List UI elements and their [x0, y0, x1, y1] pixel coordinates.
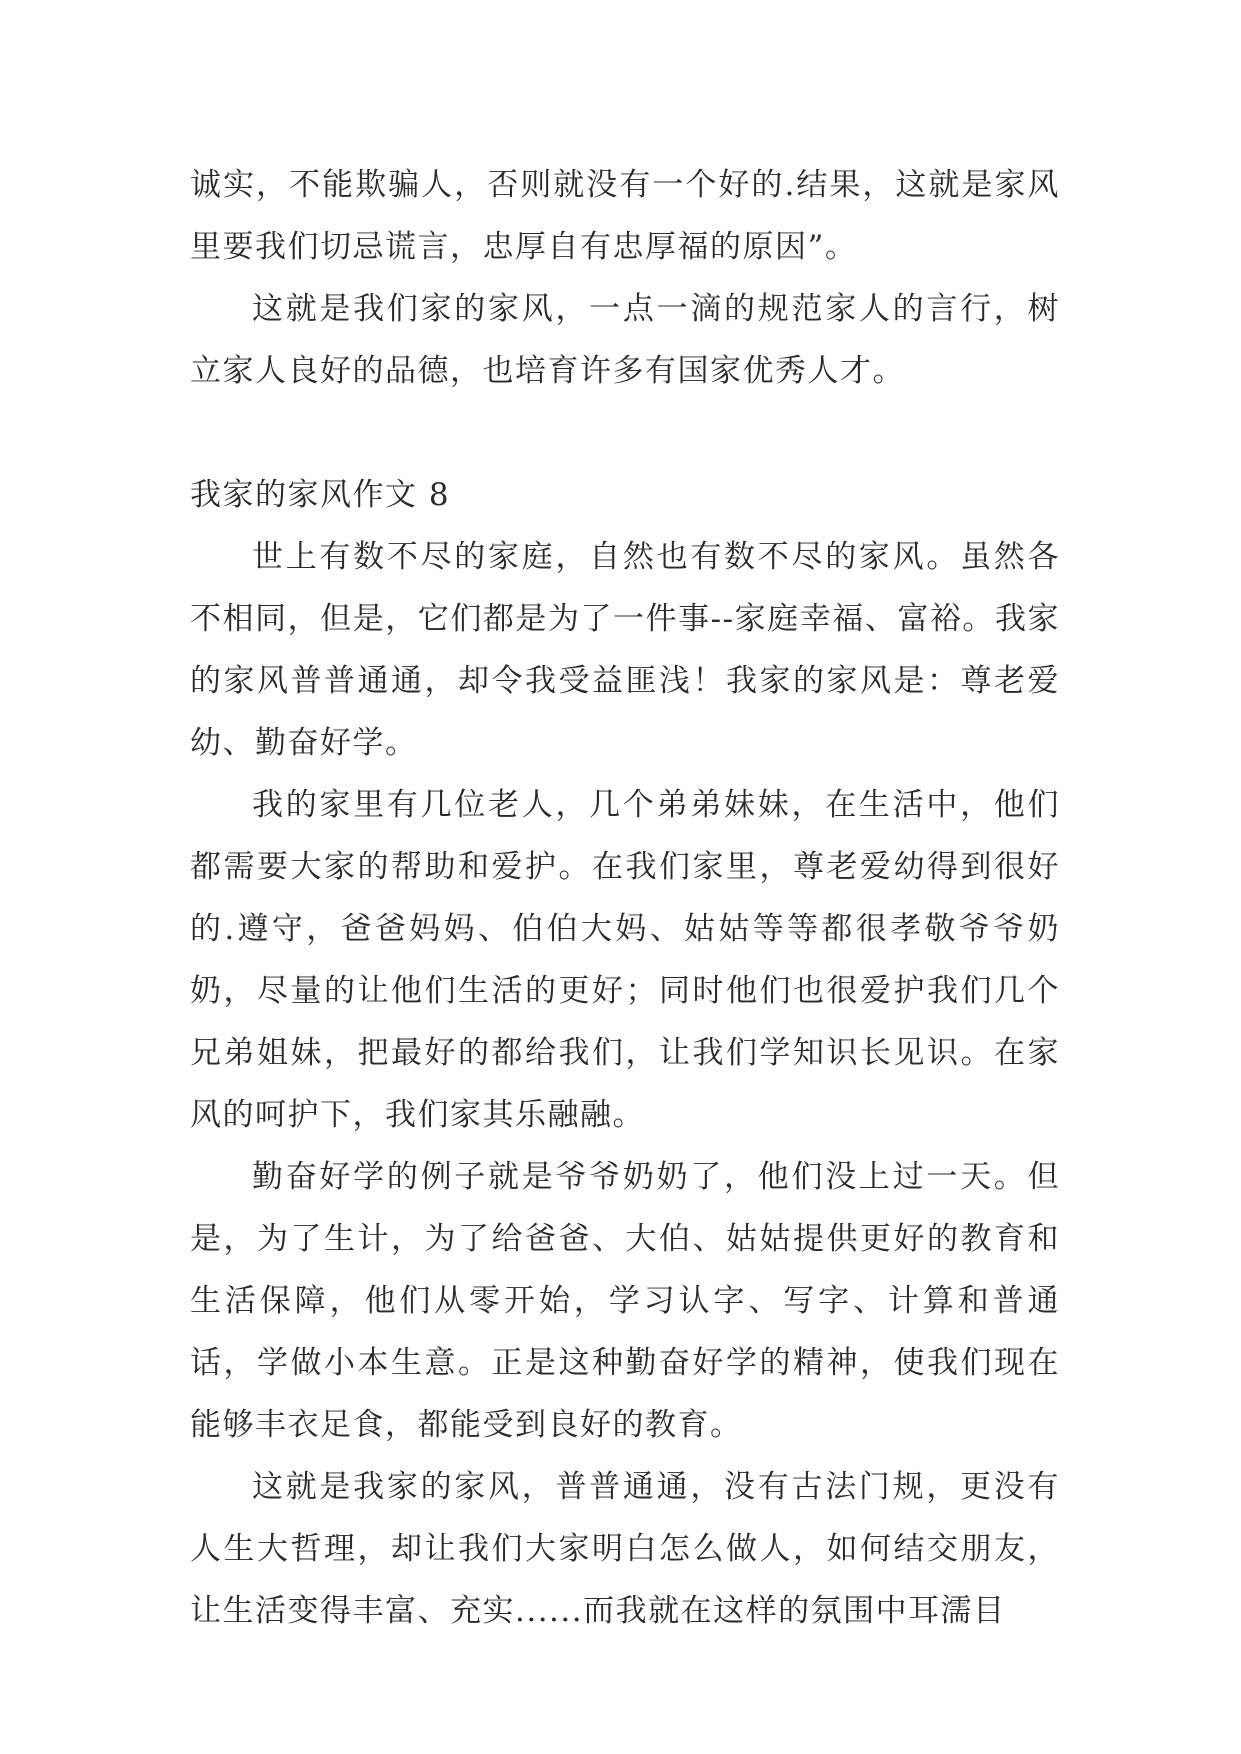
section-paragraph-3: 勤奋好学的例子就是爷爷奶奶了，他们没上过一天。但是，为了生计，为了给爸爸、大伯、姑姑提供更好的教育和生活保障，他们从零开始，学习认字、写字、计算和普通话，学做小本生意。正是这种勤奋好学的精神，使我们现在能够丰衣足食，都能受到良好的教育。 [190, 1159, 1060, 1443]
intro-paragraph-closing: 这就是我们家的家风，一点一滴的规范家人的言行，树立家人良好的品德，也培育许多有国家优秀人才。 [190, 291, 1060, 389]
section-paragraph-1: 世上有数不尽的家庭，自然也有数不尽的家风。虽然各不相同，但是，它们都是为了一件事--家庭幸福、富裕。我家的家风普普通通，却令我受益匪浅！我家的家风是：尊老爱幼、勤奋好学。 [190, 539, 1060, 761]
intro-paragraph-continued: 诚实，不能欺骗人，否则就没有一个好的.结果，这就是家风里要我们切忌谎言，忠厚自有忠厚福的原因”。 [190, 167, 1060, 265]
section-paragraph-2: 我的家里有几位老人，几个弟弟妹妹，在生活中，他们都需要大家的帮助和爱护。在我们家里，尊老爱幼得到很好的.遵守，爸爸妈妈、伯伯大妈、姑姑等等都很孝敬爷爷奶奶，尽量的让他们生活的更好；同时他们也很爱护我们几个兄弟姐妹，把最好的都给我们，让我们学知识长见识。在家风的呵护下，我们家其乐融融。 [190, 787, 1060, 1133]
document-body [190, 154, 1060, 1642]
section-title: 我家的家风作文 8 [190, 477, 451, 513]
section-paragraph-4: 这就是我家的家风，普普通通，没有古法门规，更没有人生大哲理，却让我们大家明白怎么做人，如何结交朋友，让生活变得丰富、充实......而我就在这样的氛围中耳濡目 [190, 1469, 1060, 1629]
